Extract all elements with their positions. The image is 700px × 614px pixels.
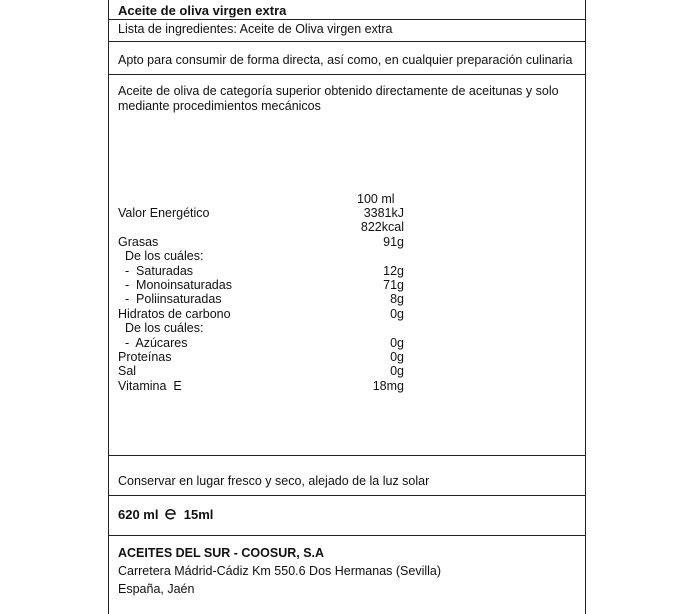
nutrition-row-label: - Azúcares bbox=[118, 336, 188, 350]
nutrition-row-label: De los cuáles: bbox=[118, 321, 204, 335]
nutrition-row-value: 71g bbox=[383, 278, 404, 292]
nutrition-row-label: Proteínas bbox=[118, 350, 172, 364]
usage-text: Apto para consumir de forma directa, así como, en cualquier preparación culinaria bbox=[118, 53, 573, 67]
divider bbox=[108, 535, 586, 536]
quantity-line bbox=[118, 507, 213, 522]
company-region: España, Jaén bbox=[118, 582, 195, 596]
nutrition-row-label: - Monoinsaturadas bbox=[118, 278, 232, 292]
nutrition-row-value: 0g bbox=[390, 364, 404, 378]
nutrition-row-value: 3381kJ bbox=[363, 206, 404, 220]
portion-quantity: 15ml bbox=[183, 507, 214, 522]
company-name: ACEITES DEL SUR - COOSUR, S.A bbox=[118, 546, 325, 560]
nutrition-row-label: - Saturadas bbox=[118, 264, 194, 278]
nutrition-row-label: Valor Energético bbox=[118, 206, 210, 220]
nutrition-row-label: Sal bbox=[118, 364, 137, 378]
nutrition-row-value: 12g bbox=[383, 264, 404, 278]
divider bbox=[108, 495, 586, 496]
nutrition-row-value: 18mg bbox=[372, 379, 404, 393]
description-line-2: mediante procedimientos mecánicos bbox=[118, 99, 321, 113]
net-quantity: 620 ml bbox=[118, 507, 159, 522]
storage-text: Conservar en lugar fresco y seco, alejado de la luz solar bbox=[118, 474, 430, 488]
divider bbox=[108, 19, 586, 20]
estimated-sign-icon bbox=[164, 507, 178, 521]
nutrition-row-value: 0g bbox=[390, 307, 404, 321]
nutrition-row-label: Hidratos de carbono bbox=[118, 307, 231, 321]
divider bbox=[108, 41, 586, 42]
product-title: Aceite de oliva virgen extra bbox=[118, 3, 287, 18]
divider bbox=[108, 455, 586, 456]
nutrition-row-label: De los cuáles: bbox=[118, 249, 204, 263]
nutrition-row-value: 822kcal bbox=[360, 220, 404, 234]
nutrition-row-label: Grasas bbox=[118, 235, 159, 249]
nutrition-row-value: 91g bbox=[383, 235, 404, 249]
ingredients-list: Lista de ingredientes: Aceite de Oliva virgen extra bbox=[118, 22, 393, 36]
nutrition-row-value: 0g bbox=[390, 350, 404, 364]
nutrition-row-value: 8g bbox=[390, 292, 404, 306]
nutrition-column-header: 100 ml bbox=[357, 192, 395, 206]
nutrition-row-label: - Poliinsaturadas bbox=[118, 292, 222, 306]
divider bbox=[108, 74, 586, 75]
description-line-1: Aceite de oliva de categoría superior obtenido directamente de aceitunas y solo bbox=[118, 84, 559, 98]
nutrition-row-value: 0g bbox=[390, 336, 404, 350]
nutrition-row-label: Vitamina E bbox=[118, 379, 182, 393]
company-address: Carretera Mádrid-Cádiz Km 550.6 Dos Hermanas (Sevilla) bbox=[118, 564, 442, 578]
